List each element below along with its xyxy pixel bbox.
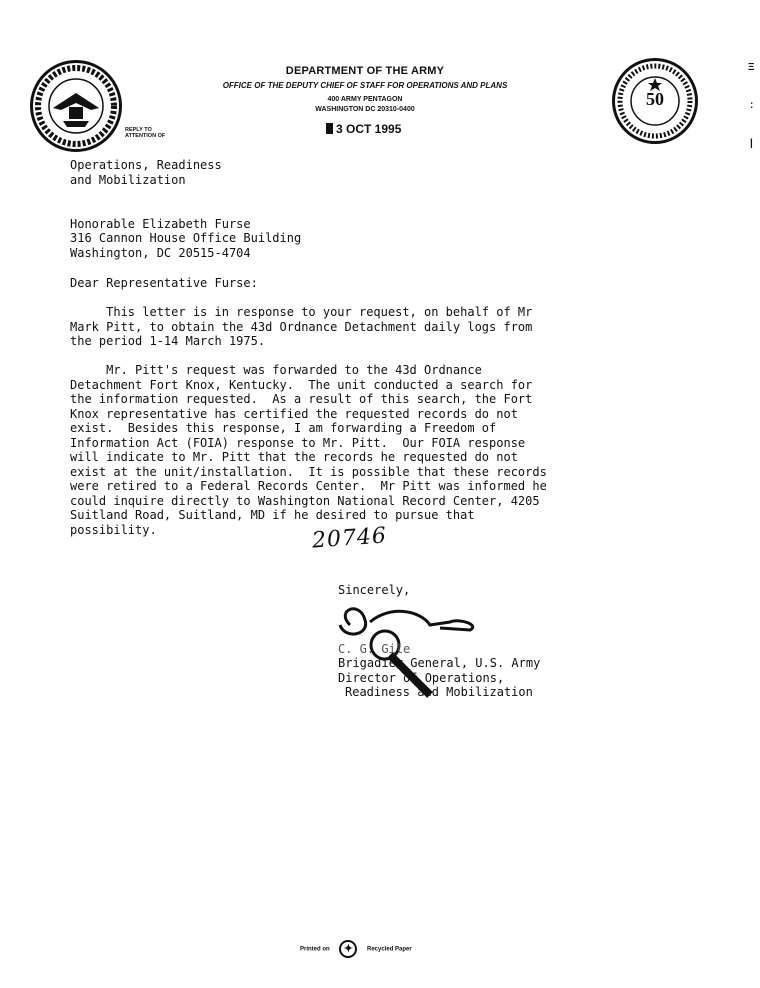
office-name: OFFICE OF THE DEPUTY CHIEF OF STAFF FOR OPERATIONS AND PLANS (222, 81, 508, 90)
edge-mark-2: : (750, 100, 754, 111)
recipient-name: Honorable Elizabeth Furse (70, 217, 251, 231)
signer-name: C. G. Gile (338, 642, 411, 656)
date-stamp-mark (326, 123, 333, 134)
date-text: 3 OCT 1995 (336, 122, 402, 136)
salutation: Dear Representative Furse: (70, 276, 258, 290)
department-title: DEPARTMENT OF THE ARMY (285, 65, 445, 77)
recipient-address-1: 316 Cannon House Office Building (70, 231, 302, 245)
signer-title-2: Readiness and Mobilization (345, 685, 533, 699)
letter-date (326, 122, 401, 136)
signer-title-1: Director of Operations, (338, 671, 505, 685)
anniversary-seal-icon (612, 58, 698, 144)
handwritten-note: 20746 (311, 523, 388, 554)
address-line-1: 400 ARMY PENTAGON (327, 96, 403, 103)
footer-left-text: Printed on (300, 946, 330, 953)
recipient-address-2: Washington, DC 20515-4704 (70, 246, 251, 260)
army-seal-icon (30, 60, 122, 152)
signer-rank: Brigadier General, U.S. Army (338, 656, 541, 670)
closing: Sincerely, (338, 583, 411, 597)
sender-office: Operations, Readiness and Mobilization (70, 158, 222, 187)
anniversary-seal-number: 50 (646, 89, 664, 109)
body-paragraph-1: This letter is in response to your request, on behalf of Mr Mark Pitt, to obtain the 43d Ordnance Detachment daily logs from the period 1-14 March 1975. (70, 305, 533, 348)
footer-right-text: Recycled Paper (367, 946, 412, 953)
body-paragraph-2: Mr. Pitt's request was forwarded to the 43d Ordnance Detachment Fort Knox, Kentucky. The unit conducted a search for the information requested. As a result of this search, the Fort Knox representative has certified the requested records do not exist. Besides this response, I am forwarding a Freedom of Information Act (FOIA) response to Mr. Pitt. Our FOIA response will indicate to Mr. Pitt that the records he requested do not exist at the unit/installation. It is possible that these records were retired to a Federal Records Center. Mr Pitt was informed he could inquire directly to Washington National Record Center, 4205 Suitland Road, Suitland, MD if he desired to pursue that possibility. (70, 363, 547, 537)
recycle-icon: ✦ (339, 940, 357, 958)
reply-to-label: REPLY TO ATTENTION OF (125, 127, 166, 139)
footer (300, 940, 412, 958)
edge-mark-3: | (750, 138, 753, 149)
address-line-2: WASHINGTON DC 20310-0400 (315, 106, 415, 113)
edge-mark-1: Ξ (748, 62, 755, 73)
